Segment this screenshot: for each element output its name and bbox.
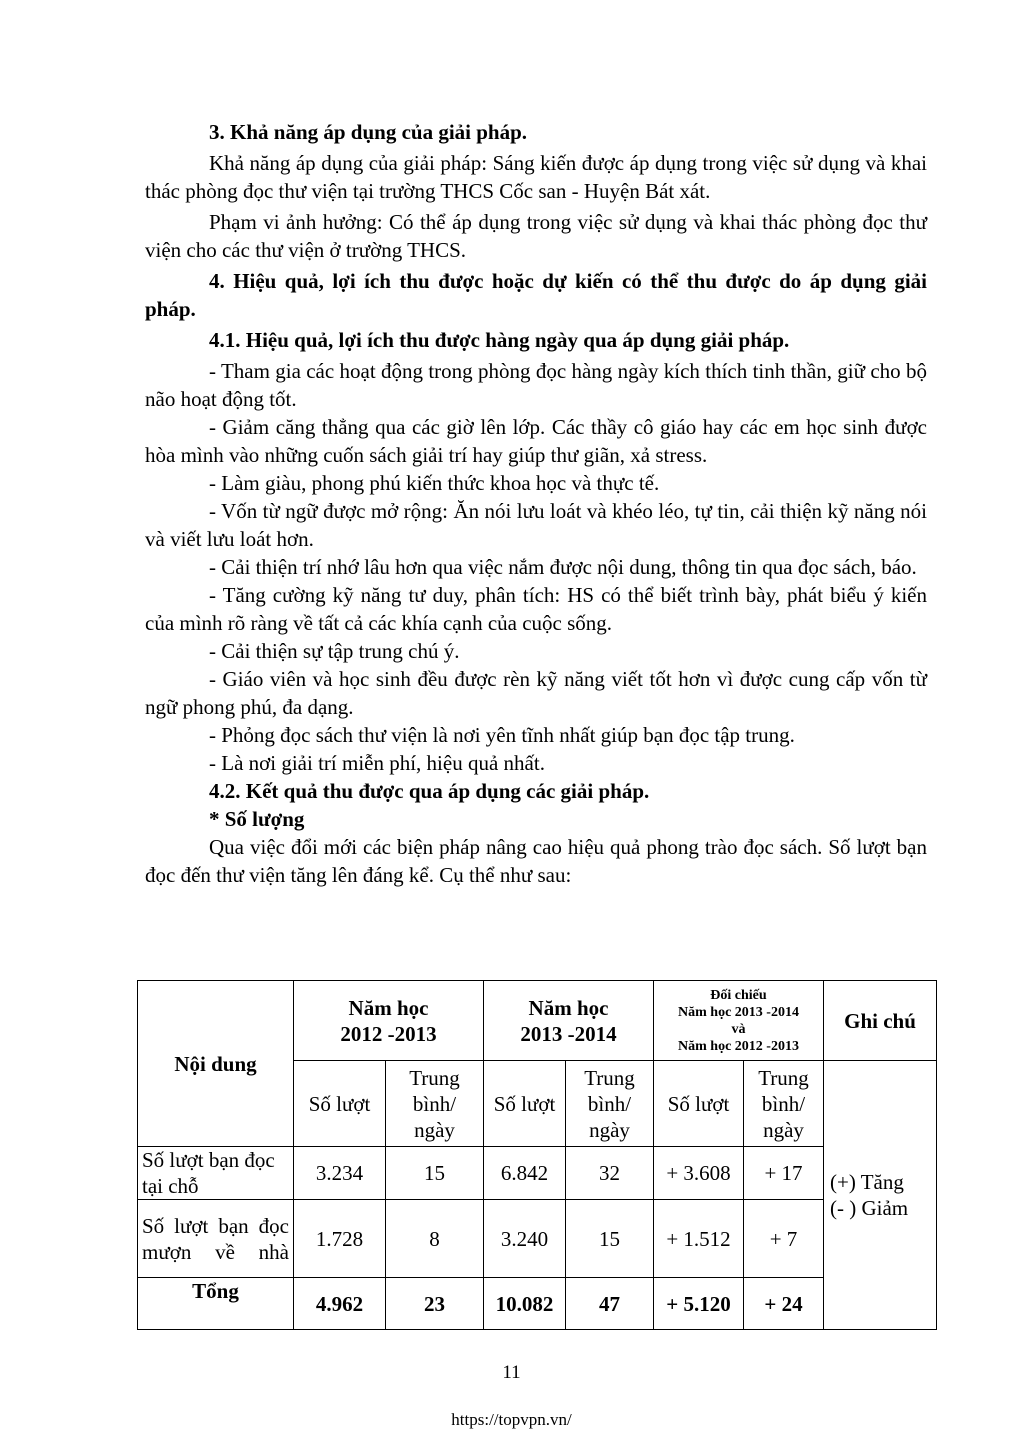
col-header-note: Ghi chú: [824, 981, 937, 1061]
note-increase: (+) Tăng: [830, 1170, 904, 1194]
table-row: [138, 1147, 937, 1200]
section-4-1-heading: 4.1. Hiệu quả, lợi ích thu được hàng ngày qua áp dụng giải pháp.: [209, 328, 790, 352]
comparison-title: Đối chiếu: [710, 987, 767, 1003]
row-label: Số lượt bạn đọc mượn về nhà: [138, 1200, 294, 1278]
total-cell: + 24: [744, 1278, 824, 1330]
statistics-table: [137, 980, 937, 1330]
comparison-and: và: [731, 1021, 746, 1037]
table-cell: 3.240: [484, 1200, 566, 1278]
table-cell: + 17: [744, 1147, 824, 1200]
year2-label: Năm học: [528, 995, 609, 1020]
total-cell: 10.082: [484, 1278, 566, 1330]
benefit-item: - Làm giàu, phong phú kiến thức khoa học và thực tế.: [209, 471, 660, 495]
benefit-item: - Tăng cường kỹ năng tư duy, phân tích: HS có thể biết trình bày, phát biểu ý kiến của mình rõ ràng về tất cả các khía cạnh của cuộc sống.: [145, 583, 927, 635]
benefit-item: - Phỏng đọc sách thư viện là nơi yên tĩnh nhất giúp bạn đọc tập trung.: [209, 723, 795, 747]
subheader-average: Trung bình/ ngày: [744, 1061, 824, 1147]
section-3-paragraph-1: Khả năng áp dụng của giải pháp: Sáng kiến được áp dụng trong việc sử dụng và khai thác phòng đọc thư viện tại trường THCS Cốc san - Huyện Bát xát.: [145, 151, 927, 203]
table-cell: + 7: [744, 1200, 824, 1278]
section-3-paragraph-2: Phạm vi ảnh hưởng: Có thể áp dụng trong việc sử dụng và khai thác phòng đọc thư viện cho các thư viện ở trường THCS.: [145, 210, 927, 262]
subheader-count: Số lượt: [294, 1061, 386, 1147]
benefit-item: - Tham gia các hoạt động trong phòng đọc hàng ngày kích thích tinh thần, giữ cho bộ não hoạt động tốt.: [145, 359, 927, 411]
total-cell: 47: [566, 1278, 654, 1330]
table-cell: 6.842: [484, 1147, 566, 1200]
col-header-year-2013-2014: [484, 981, 654, 1061]
benefit-item: - Giáo viên và học sinh đều được rèn kỹ năng viết tốt hơn vì được cung cấp vốn từ ngữ phong phú, đa dạng.: [145, 667, 927, 719]
page-number: 11: [502, 1362, 521, 1383]
note-cell: [824, 1061, 937, 1330]
year1-range: 2012 -2013: [340, 1021, 437, 1046]
total-label: Tổng: [138, 1278, 294, 1330]
subheader-count: Số lượt: [484, 1061, 566, 1147]
total-cell: 23: [386, 1278, 484, 1330]
total-row: [138, 1278, 937, 1330]
section-4-2-heading: 4.2. Kết quả thu được qua áp dụng các giải pháp.: [209, 779, 650, 803]
table-cell: 15: [566, 1200, 654, 1278]
table-cell: 8: [386, 1200, 484, 1278]
footer-url[interactable]: https://topvpn.vn/: [451, 1410, 572, 1429]
subheader-average: Trung bình/ ngày: [566, 1061, 654, 1147]
comparison-year-a: Năm học 2013 -2014: [678, 1004, 799, 1020]
quantity-heading: * Số lượng: [209, 807, 305, 831]
benefit-item: - Cải thiện sự tập trung chú ý.: [209, 639, 460, 663]
table-intro: Qua việc đổi mới các biện pháp nâng cao hiệu quả phong trào đọc sách. Số lượt bạn đọc đến thư viện tăng lên đáng kể. Cụ thể như sau:: [145, 835, 927, 887]
subheader-average: Trung bình/ ngày: [386, 1061, 484, 1147]
table-cell: 32: [566, 1147, 654, 1200]
benefit-item: - Cải thiện trí nhớ lâu hơn qua việc nắm được nội dung, thông tin qua đọc sách, báo.: [209, 555, 917, 579]
col-header-content: Nội dung: [138, 981, 294, 1147]
total-cell: 4.962: [294, 1278, 386, 1330]
benefit-item: - Là nơi giải trí miễn phí, hiệu quả nhất.: [209, 751, 545, 775]
table-cell: 1.728: [294, 1200, 386, 1278]
year1-label: Năm học: [348, 995, 429, 1020]
table-cell: + 3.608: [654, 1147, 744, 1200]
table-row: [138, 1200, 937, 1278]
comparison-year-b: Năm học 2012 -2013: [678, 1038, 799, 1054]
subheader-count: Số lượt: [654, 1061, 744, 1147]
section-4-heading: 4. Hiệu quả, lợi ích thu được hoặc dự kiến có thể thu được do áp dụng giải pháp.: [145, 269, 927, 321]
document-body: [145, 118, 927, 889]
row-label: Số lượt bạn đọc tại chỗ: [138, 1147, 294, 1200]
total-cell: + 5.120: [654, 1278, 744, 1330]
year2-range: 2013 -2014: [520, 1021, 617, 1046]
benefit-item: - Vốn từ ngữ được mở rộng: Ăn nói lưu loát và khéo léo, tự tin, cải thiện kỹ năng nói và viết lưu loát hơn.: [145, 499, 927, 551]
table-cell: 3.234: [294, 1147, 386, 1200]
col-header-comparison: [654, 981, 824, 1061]
section-3-heading: 3. Khả năng áp dụng của giải pháp.: [209, 120, 528, 144]
note-decrease: (- ) Giảm: [830, 1196, 909, 1220]
benefit-item: - Giảm căng thẳng qua các giờ lên lớp. Các thầy cô giáo hay các em học sinh được hòa mình vào những cuốn sách giải trí hay giúp thư giãn, xả stress.: [145, 415, 927, 467]
table-cell: 15: [386, 1147, 484, 1200]
table-cell: + 1.512: [654, 1200, 744, 1278]
col-header-year-2012-2013: [294, 981, 484, 1061]
